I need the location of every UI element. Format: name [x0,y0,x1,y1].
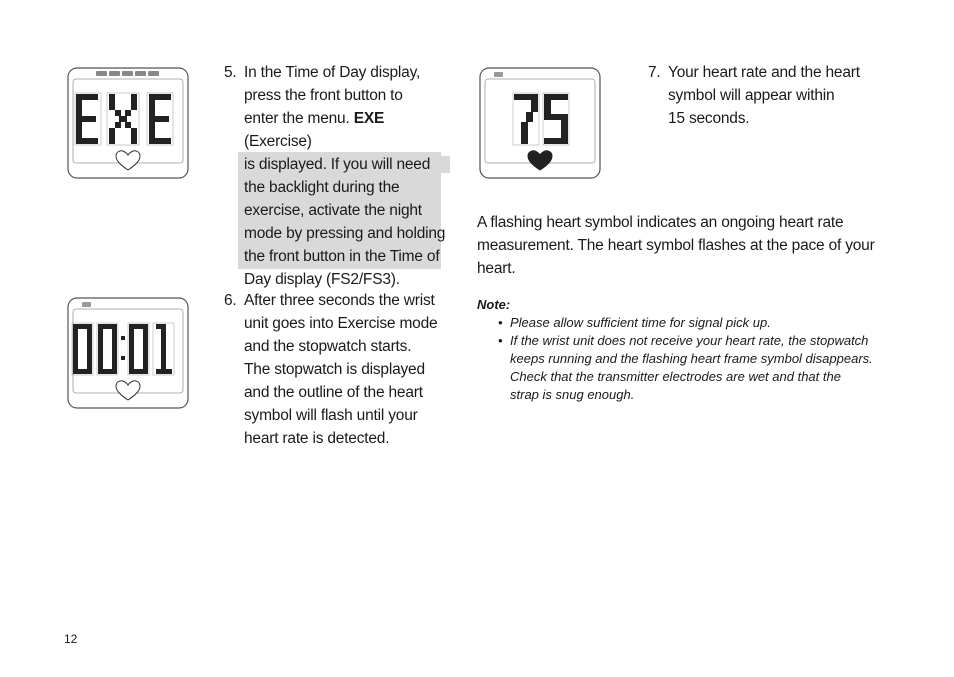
text-line: enter the menu. EXE (Exercise) [244,110,385,150]
text-line: heart. [477,260,516,277]
text-line: is displayed. If you will need [244,153,450,176]
heart-symbol-paragraph [477,211,897,280]
text-line: The stopwatch is displayed [244,361,425,378]
note-item: • If the wrist unit does not receive your heart rate, the stopwatch keeps running and the flashing heart frame symbol disappears. Check that the transmitter electrodes are wet and that the strap is snug enough. [498,333,873,402]
step-number: 5. [224,64,237,81]
menu-term: EXE [353,110,385,127]
text-line: press the front button to [244,87,403,104]
step-number: 6. [224,292,237,309]
text-line: heart rate is detected. [244,430,390,447]
text-line: A flashing heart symbol indicates an ongoing heart rate [477,214,844,231]
text-line: symbol will appear within [668,87,835,104]
note-item: • Please allow sufficient time for signal pick up. [498,315,771,330]
bullet: • [498,315,503,330]
highlighted-line: exercise, activate the night [244,202,422,219]
text-line: In the Time of Day display, [244,64,421,81]
text-line: symbol will flash until your [244,407,418,424]
note-list [498,314,898,404]
page-number: 12 [64,632,78,646]
note-title: Note: [477,297,511,312]
text-line: and the stopwatch starts. [244,338,412,355]
text-line: 15 seconds. [668,110,750,127]
bullet: • [498,333,503,348]
highlighted-line: the backlight during the [244,179,400,196]
highlighted-line: the front button in the Time of [244,248,440,265]
watch-display-exe [67,66,189,180]
highlighted-line: mode by pressing and holding [244,225,446,242]
watch-display-timer [67,296,189,410]
text-line: measurement. The heart symbol flashes at the pace of your [477,237,875,254]
highlighted-text: If you will need [327,156,450,173]
watch-display-heart-rate [479,66,601,180]
text-line: unit goes into Exercise mode [244,315,438,332]
text-line: and the outline of the heart [244,384,423,401]
text-line: Your heart rate and the heart [668,64,860,81]
highlighted-line: Day display (FS2/FS3). [244,271,400,288]
step-number: 7. [648,64,661,81]
text-line: After three seconds the wrist [244,292,435,309]
